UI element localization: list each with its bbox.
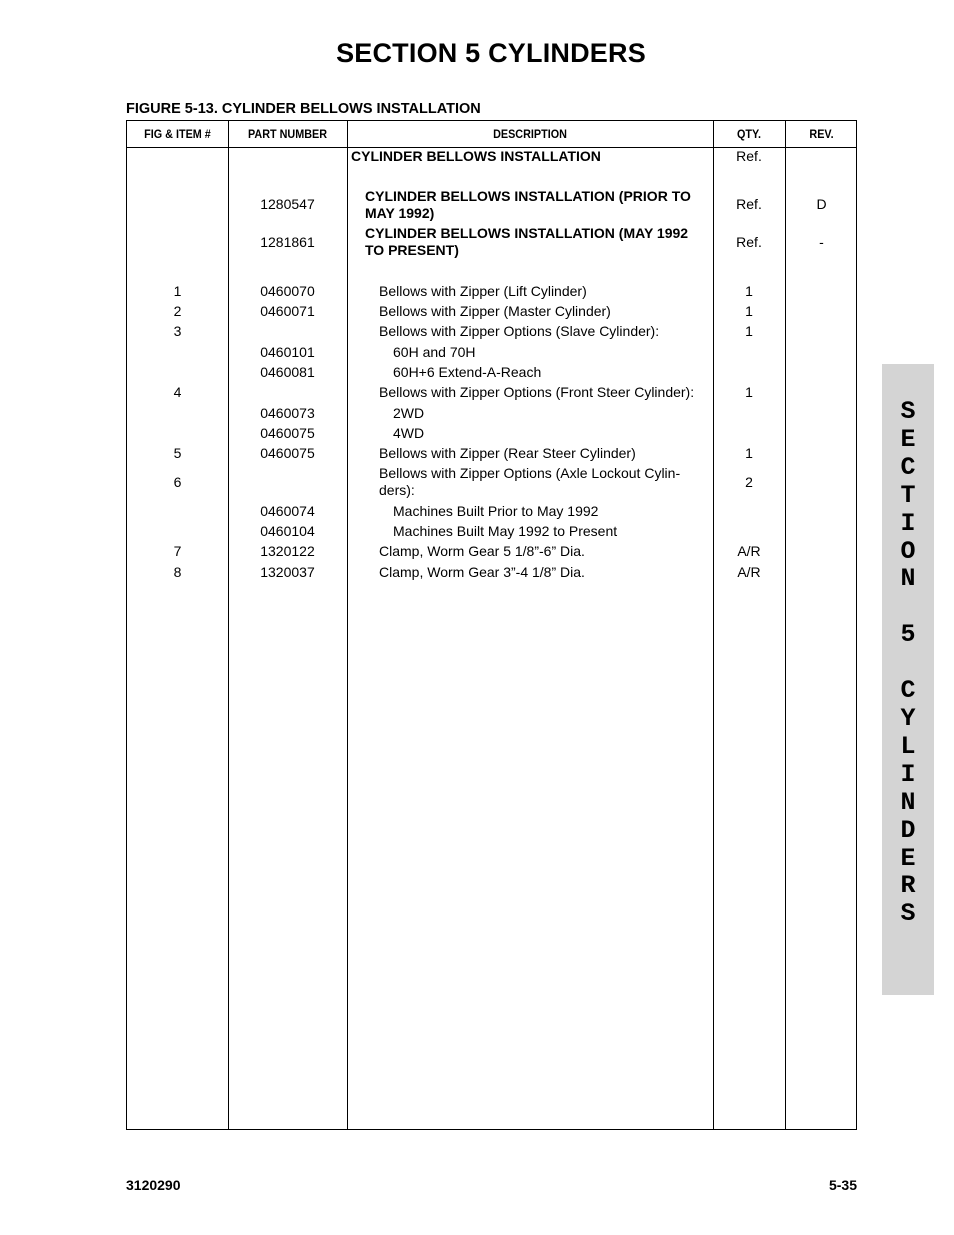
row-fig-item: 7 — [173, 543, 182, 559]
row-description: Bellows with Zipper (Master Cylinder) — [379, 303, 611, 319]
header-rev: REV. — [809, 127, 834, 141]
row-description: Machines Built Prior to May 1992 — [393, 503, 599, 519]
row-qty: 1 — [745, 303, 753, 319]
row-part-number: 1281861 — [260, 234, 315, 250]
row-description: Machines Built May 1992 to Present — [393, 523, 618, 539]
column-divider — [713, 121, 714, 1129]
row-description: 2WD — [393, 405, 425, 421]
row-qty: 1 — [745, 283, 753, 299]
figure-title: FIGURE 5-13. CYLINDER BELLOWS INSTALLATION — [126, 101, 481, 117]
row-part-number: 1280547 — [260, 196, 315, 212]
row-description: CYLINDER BELLOWS INSTALLATION — [351, 148, 601, 164]
row-qty: Ref. — [736, 234, 762, 250]
row-fig-item: 2 — [173, 303, 182, 319]
row-part-number: 0460075 — [260, 425, 315, 441]
side-tab-label: S E C T I O N 5 C Y L I N D E R S — [900, 397, 916, 929]
row-description: Clamp, Worm Gear 5 1/8”-6” Dia. — [379, 543, 585, 559]
parts-table — [126, 120, 857, 1130]
row-qty: A/R — [737, 543, 761, 559]
row-description: Clamp, Worm Gear 3”-4 1/8” Dia. — [379, 564, 585, 580]
row-qty: Ref. — [736, 148, 762, 164]
row-qty: 1 — [745, 323, 753, 339]
doc-number: 3120290 — [126, 1177, 181, 1193]
section-side-tab — [882, 364, 934, 995]
row-qty: Ref. — [736, 196, 762, 212]
row-part-number: 1320037 — [260, 564, 315, 580]
row-description: Bellows with Zipper (Rear Steer Cylinder) — [379, 445, 636, 461]
row-rev: - — [819, 234, 824, 250]
row-fig-item: 5 — [173, 445, 182, 461]
header-description: DESCRIPTION — [493, 127, 567, 141]
row-description: 4WD — [393, 425, 425, 441]
row-fig-item: 4 — [173, 384, 182, 400]
row-part-number: 0460074 — [260, 503, 315, 519]
column-divider — [785, 121, 786, 1129]
row-description: 60H and 70H — [393, 344, 476, 360]
row-qty: 1 — [745, 445, 753, 461]
row-fig-item: 8 — [173, 564, 182, 580]
row-part-number: 1320122 — [260, 543, 315, 559]
row-description: 60H+6 Extend-A-Reach — [393, 364, 542, 380]
row-description: Bellows with Zipper (Lift Cylinder) — [379, 283, 587, 299]
row-part-number: 0460071 — [260, 303, 315, 319]
row-fig-item: 3 — [173, 323, 182, 339]
row-fig-item: 6 — [173, 474, 182, 490]
row-description: CYLINDER BELLOWS INSTALLATION (PRIOR TO MAY 1992) — [365, 188, 691, 221]
header-part-number: PART NUMBER — [247, 127, 328, 141]
page-number: 5-35 — [828, 1177, 857, 1193]
row-rev: D — [816, 196, 827, 212]
row-fig-item: 1 — [173, 283, 182, 299]
row-part-number: 0460081 — [260, 364, 315, 380]
row-qty: A/R — [737, 564, 761, 580]
row-part-number: 0460070 — [260, 283, 315, 299]
column-divider — [228, 121, 229, 1129]
row-part-number: 0460075 — [260, 445, 315, 461]
row-description: Bellows with Zipper Options (Axle Lockout Cylin-ders): — [379, 465, 681, 498]
row-qty: 1 — [745, 384, 753, 400]
row-description: Bellows with Zipper Options (Slave Cylinder): — [379, 323, 660, 339]
row-part-number: 0460073 — [260, 405, 315, 421]
row-part-number: 0460101 — [260, 344, 315, 360]
row-description: CYLINDER BELLOWS INSTALLATION (MAY 1992 TO PRESENT) — [365, 225, 689, 258]
header-fig-item: FIG & ITEM # — [144, 127, 211, 141]
header-qty: QTY. — [736, 127, 761, 141]
row-qty: 2 — [745, 474, 753, 490]
row-part-number: 0460104 — [260, 523, 315, 539]
row-description: Bellows with Zipper Options (Front Steer Cylinder): — [379, 384, 695, 400]
section-title: SECTION 5 CYLINDERS — [336, 38, 646, 68]
column-divider — [347, 121, 348, 1129]
